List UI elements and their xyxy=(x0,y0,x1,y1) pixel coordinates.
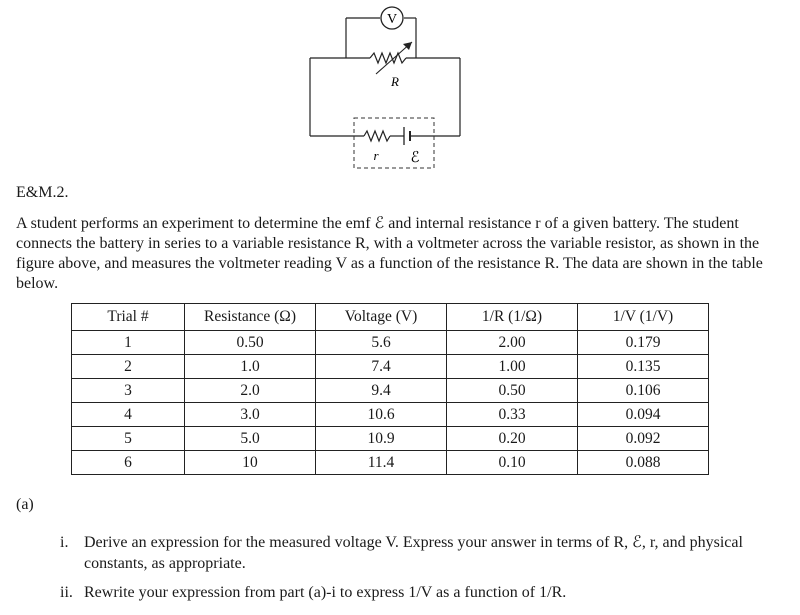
cell-inverse-voltage: 0.106 xyxy=(578,379,709,403)
cell-inverse-voltage: 0.094 xyxy=(578,403,709,427)
cell-inverse-resistance: 0.33 xyxy=(447,403,578,427)
cell-voltage: 9.4 xyxy=(316,379,447,403)
cell-voltage: 7.4 xyxy=(316,355,447,379)
header-trial: Trial # xyxy=(72,304,185,331)
cell-voltage: 11.4 xyxy=(316,451,447,475)
header-inverse-voltage: 1/V (1/V) xyxy=(578,304,709,331)
table-row xyxy=(72,379,709,403)
table-header-row xyxy=(72,304,709,331)
header-inverse-resistance: 1/R (1/Ω) xyxy=(447,304,578,331)
table-row xyxy=(72,427,709,451)
table-row xyxy=(72,451,709,475)
table-row xyxy=(72,403,709,427)
question-text: Rewrite your expression from part (a)-i to express 1/V as a function of 1/R. xyxy=(84,584,567,601)
cell-inverse-resistance: 2.00 xyxy=(447,331,578,355)
cell-inverse-voltage: 0.092 xyxy=(578,427,709,451)
question-number: i. xyxy=(60,534,69,551)
cell-voltage: 10.9 xyxy=(316,427,447,451)
cell-inverse-resistance: 0.50 xyxy=(447,379,578,403)
data-table xyxy=(71,303,709,475)
cell-resistance: 3.0 xyxy=(185,403,316,427)
problem-heading: E&M.2. xyxy=(16,184,69,201)
circuit-diagram xyxy=(300,0,470,170)
cell-resistance: 5.0 xyxy=(185,427,316,451)
problem-paragraph: A student performs an experiment to determine the emf ℰ and internal resistance r of a given battery. The student connects the battery in series to a variable resistance R, with a voltmeter across the variable resistor, as shown in the figure above, and measures the voltmeter reading V as a function of the resistance R. The data are shown in the table below. xyxy=(16,215,763,292)
cell-voltage: 5.6 xyxy=(316,331,447,355)
cell-trial: 2 xyxy=(72,355,185,379)
cell-inverse-resistance: 0.10 xyxy=(447,451,578,475)
cell-trial: 6 xyxy=(72,451,185,475)
question-item xyxy=(60,582,780,603)
question-list xyxy=(60,532,780,611)
internal-resistor-icon xyxy=(364,131,390,141)
internal-resistance-label: r xyxy=(373,148,379,163)
cell-trial: 5 xyxy=(72,427,185,451)
resistor-label: R xyxy=(391,74,399,89)
part-label: (a) xyxy=(16,496,34,513)
cell-inverse-resistance: 1.00 xyxy=(447,355,578,379)
cell-inverse-voltage: 0.135 xyxy=(578,355,709,379)
cell-trial: 4 xyxy=(72,403,185,427)
table-row xyxy=(72,355,709,379)
header-voltage: Voltage (V) xyxy=(316,304,447,331)
cell-voltage: 10.6 xyxy=(316,403,447,427)
cell-resistance: 1.0 xyxy=(185,355,316,379)
question-text: Derive an expression for the measured voltage V. Express your answer in terms of R, ℰ, r, and physical constants, as appropriate. xyxy=(84,534,743,572)
cell-resistance: 2.0 xyxy=(185,379,316,403)
question-item xyxy=(60,532,780,574)
table-row xyxy=(72,331,709,355)
voltmeter-symbol: V xyxy=(386,12,398,27)
cell-trial: 1 xyxy=(72,331,185,355)
emf-label: ℰ xyxy=(410,150,420,166)
variable-resistor-icon xyxy=(370,53,406,63)
question-number: ii. xyxy=(60,584,73,601)
cell-trial: 3 xyxy=(72,379,185,403)
cell-resistance: 0.50 xyxy=(185,331,316,355)
cell-inverse-voltage: 0.088 xyxy=(578,451,709,475)
header-resistance: Resistance (Ω) xyxy=(185,304,316,331)
battery-dashed-box xyxy=(354,118,434,168)
cell-inverse-voltage: 0.179 xyxy=(578,331,709,355)
cell-inverse-resistance: 0.20 xyxy=(447,427,578,451)
cell-resistance: 10 xyxy=(185,451,316,475)
